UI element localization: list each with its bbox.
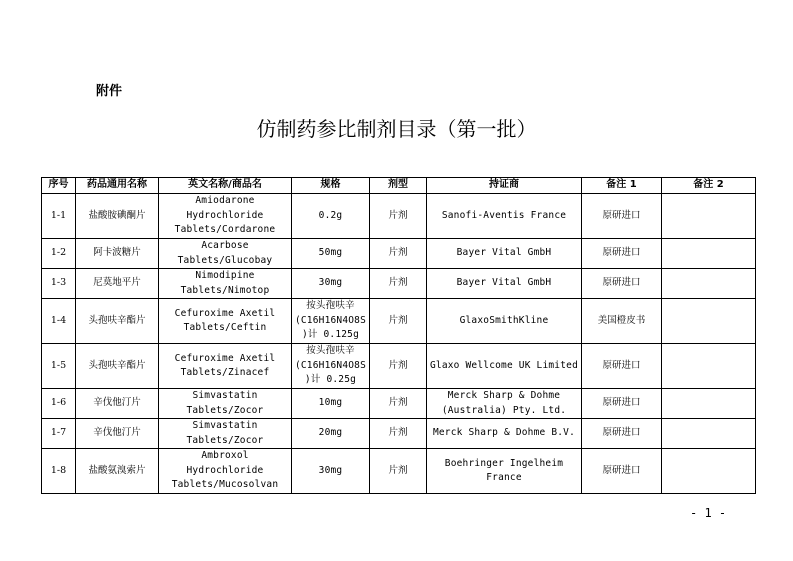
row-no: 1-6: [42, 389, 76, 419]
row-spec: 30mg: [292, 269, 370, 299]
col-header-english-name: 英文名称/商品名: [159, 178, 292, 194]
table-row: [42, 194, 756, 239]
row-remark-2: [662, 299, 756, 344]
row-spec: 20mg: [292, 419, 370, 449]
row-english-name: Cefuroxime Axetil Tablets/Ceftin: [159, 299, 292, 344]
col-header-remark-1: 备注 1: [582, 178, 662, 194]
row-generic-name: 头孢呋辛酯片: [76, 299, 159, 344]
row-no: 1-5: [42, 344, 76, 389]
row-spec: 10mg: [292, 389, 370, 419]
row-remark-2: [662, 239, 756, 269]
row-remark-2: [662, 194, 756, 239]
row-english-name: Cefuroxime Axetil Tablets/Zinacef: [159, 344, 292, 389]
row-spec: 按头孢呋辛(C16H16N4O8S)计 0.125g: [292, 299, 370, 344]
row-remark-2: [662, 449, 756, 494]
row-holder: Merck Sharp & Dohme B.V.: [427, 419, 582, 449]
row-remark-1: 原研进口: [582, 239, 662, 269]
row-holder: Sanofi-Aventis France: [427, 194, 582, 239]
row-holder: Bayer Vital GmbH: [427, 269, 582, 299]
row-remark-1: 原研进口: [582, 194, 662, 239]
row-form: 片剂: [370, 344, 427, 389]
row-generic-name: 头孢呋辛酯片: [76, 344, 159, 389]
table-row: [42, 299, 756, 344]
row-remark-2: [662, 269, 756, 299]
table-header-row: [42, 178, 756, 194]
attachment-label: 附件: [96, 84, 123, 99]
row-no: 1-3: [42, 269, 76, 299]
row-remark-2: [662, 344, 756, 389]
col-header-form: 剂型: [370, 178, 427, 194]
col-header-remark-2: 备注 2: [662, 178, 756, 194]
col-header-no: 序号: [42, 178, 76, 194]
row-form: 片剂: [370, 419, 427, 449]
row-holder: GlaxoSmithKline: [427, 299, 582, 344]
row-remark-1: 原研进口: [582, 419, 662, 449]
table-row: [42, 389, 756, 419]
row-generic-name: 辛伐他汀片: [76, 389, 159, 419]
row-remark-2: [662, 419, 756, 449]
row-form: 片剂: [370, 449, 427, 494]
row-holder: Boehringer Ingelheim France: [427, 449, 582, 494]
row-no: 1-2: [42, 239, 76, 269]
table-row: [42, 239, 756, 269]
row-generic-name: 辛伐他汀片: [76, 419, 159, 449]
row-spec: 30mg: [292, 449, 370, 494]
row-english-name: Amiodarone Hydrochloride Tablets/Cordarone: [159, 194, 292, 239]
reference-drug-table: [41, 177, 756, 494]
row-spec: 0.2g: [292, 194, 370, 239]
row-english-name: Nimodipine Tablets/Nimotop: [159, 269, 292, 299]
row-form: 片剂: [370, 194, 427, 239]
col-header-holder: 持证商: [427, 178, 582, 194]
row-remark-1: 原研进口: [582, 344, 662, 389]
row-no: 1-7: [42, 419, 76, 449]
row-holder: Merck Sharp & Dohme (Australia) Pty. Ltd.: [427, 389, 582, 419]
row-remark-1: 原研进口: [582, 389, 662, 419]
col-header-spec: 规格: [292, 178, 370, 194]
row-no: 1-1: [42, 194, 76, 239]
row-english-name: Acarbose Tablets/Glucobay: [159, 239, 292, 269]
row-form: 片剂: [370, 299, 427, 344]
table-row: [42, 419, 756, 449]
row-form: 片剂: [370, 239, 427, 269]
row-remark-1: 美国橙皮书: [582, 299, 662, 344]
row-generic-name: 尼莫地平片: [76, 269, 159, 299]
row-remark-2: [662, 389, 756, 419]
page-number: - 1 -: [690, 506, 727, 520]
row-form: 片剂: [370, 389, 427, 419]
col-header-generic-name: 药品通用名称: [76, 178, 159, 194]
table-row: [42, 449, 756, 494]
row-english-name: Ambroxol Hydrochloride Tablets/Mucosolvan: [159, 449, 292, 494]
table-row: [42, 269, 756, 299]
row-holder: Bayer Vital GmbH: [427, 239, 582, 269]
table-row: [42, 344, 756, 389]
row-form: 片剂: [370, 269, 427, 299]
row-no: 1-4: [42, 299, 76, 344]
row-no: 1-8: [42, 449, 76, 494]
row-remark-1: 原研进口: [582, 269, 662, 299]
row-generic-name: 阿卡波糖片: [76, 239, 159, 269]
row-spec: 按头孢呋辛(C16H16N4O8S)计 0.25g: [292, 344, 370, 389]
row-spec: 50mg: [292, 239, 370, 269]
row-english-name: Simvastatin Tablets/Zocor: [159, 389, 292, 419]
row-english-name: Simvastatin Tablets/Zocor: [159, 419, 292, 449]
row-remark-1: 原研进口: [582, 449, 662, 494]
row-holder: Glaxo Wellcome UK Limited: [427, 344, 582, 389]
document-title: 仿制药参比制剂目录（第一批）: [256, 117, 537, 141]
row-generic-name: 盐酸胺碘酮片: [76, 194, 159, 239]
row-generic-name: 盐酸氨溴索片: [76, 449, 159, 494]
